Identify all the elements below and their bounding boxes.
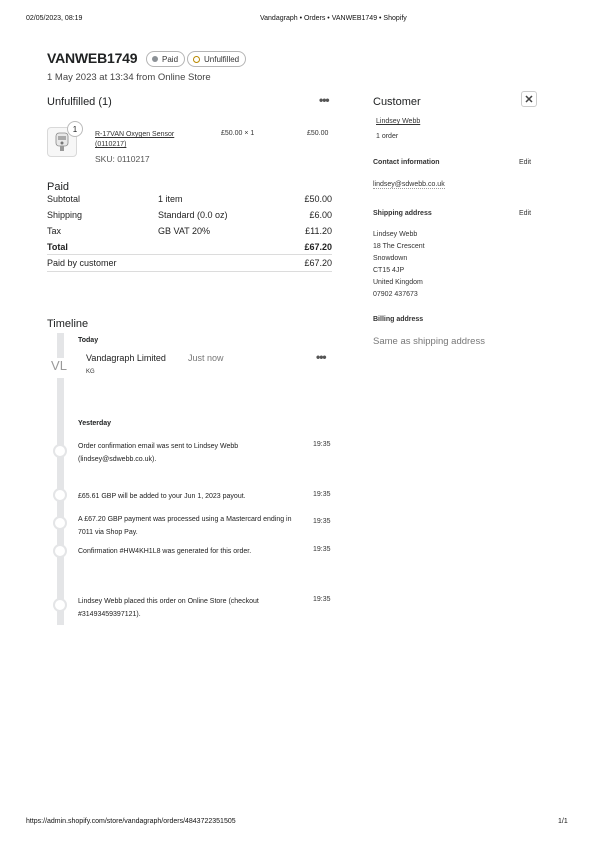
close-icon[interactable]: ✕: [521, 91, 537, 107]
print-page-title: Vandagraph • Orders • VANWEB1749 • Shopify: [260, 15, 407, 22]
product-line-total: £50.00: [307, 130, 329, 137]
payment-total-row: [47, 242, 332, 252]
payment-row-desc: Standard (0.0 oz): [158, 210, 228, 220]
status-dot-icon: [152, 56, 158, 62]
comment-time: Just now: [188, 353, 224, 363]
timeline-dot: [53, 488, 67, 502]
comment-more-icon[interactable]: •••: [316, 350, 326, 364]
comment-author: Vandagraph Limited: [86, 353, 166, 363]
order-subtitle: 1 May 2023 at 13:34 from Online Store: [47, 72, 211, 83]
payment-status-badge: [146, 51, 185, 67]
payment-row-label: Shipping: [47, 210, 83, 220]
timeline-event-time: 19:35: [313, 441, 331, 448]
timeline-dot: [53, 598, 67, 612]
timeline-event: £65.61 GBP will be added to your Jun 1, 2023 payout.: [78, 493, 246, 500]
timeline-title: Timeline: [47, 318, 89, 330]
timeline-event-time: 19:35: [313, 546, 331, 553]
timeline-event-time: 19:35: [313, 596, 331, 603]
comment-text: KG: [86, 369, 95, 375]
timeline-today-label: Today: [78, 337, 99, 344]
timeline-event: A £67.20 GBP payment was processed using a Mastercard ending in 7011 via Shop Pay.: [78, 516, 292, 536]
timeline-dot: [53, 544, 67, 558]
timeline-event: Order confirmation email was sent to Lindsey Webb (lindsey@sdwebb.co.uk).: [78, 443, 239, 463]
comment-avatar: VL: [47, 358, 71, 378]
timeline-dot: [53, 516, 67, 530]
customer-title: Customer: [373, 96, 421, 108]
divider: [47, 254, 332, 255]
customer-order-count: 1 order: [376, 133, 399, 140]
payment-row-label: Tax: [47, 226, 62, 236]
payment-title: Paid: [47, 181, 70, 193]
payment-row-tax: [47, 226, 332, 236]
order-title: VANWEB1749: [47, 50, 138, 66]
quantity-badge: 1: [67, 121, 83, 137]
payment-row-desc: GB VAT 20%: [158, 226, 211, 236]
timeline-event: Confirmation #HW4KH1L8 was generated for this order.: [78, 548, 252, 555]
shipping-address: [373, 229, 425, 301]
address-line: Lindsey Webb: [373, 231, 418, 238]
timeline-event: Lindsey Webb placed this order on Online Store (checkout #31493459397121).: [78, 598, 259, 618]
payment-row-amount: £6.00: [309, 210, 332, 220]
payment-paid-amount: £67.20: [304, 258, 332, 268]
contact-info-label: Contact information: [373, 159, 440, 166]
billing-address-label: Billing address: [373, 316, 424, 323]
address-line: 18 The Crescent: [373, 243, 425, 250]
product-link[interactable]: R-17VAN Oxygen Sensor (0110217): [95, 131, 175, 148]
timeline-yesterday-label: Yesterday: [78, 420, 112, 427]
payment-paid-row: [47, 258, 332, 268]
fulfillment-status-badge: [187, 51, 246, 67]
print-page-count: 1/1: [558, 818, 568, 825]
payment-paid-label: Paid by customer: [47, 258, 117, 268]
payment-row-subtotal: [47, 194, 332, 204]
print-datetime: 02/05/2023, 08:19: [26, 15, 83, 22]
address-line: 07902 437673: [373, 291, 418, 298]
payment-row-desc: 1 item: [158, 194, 183, 204]
payment-total-amount: £67.20: [304, 242, 332, 252]
product-unit-price: £50.00 × 1: [221, 130, 255, 137]
unfulfilled-title: Unfulfilled (1): [47, 96, 112, 108]
payment-row-amount: £50.00: [304, 194, 332, 204]
unfulfilled-more-icon[interactable]: •••: [319, 93, 329, 107]
shipping-address-label: Shipping address: [373, 210, 432, 217]
payment-row-amount: £11.20: [305, 226, 332, 236]
payment-row-label: Subtotal: [47, 194, 81, 204]
customer-email-link[interactable]: lindsey@sdwebb.co.uk: [373, 181, 445, 188]
print-url: https://admin.shopify.com/store/vandagraph/orders/4843722351505: [26, 818, 236, 825]
payment-total-label: Total: [47, 242, 68, 252]
billing-address-text: Same as shipping address: [373, 336, 485, 347]
contact-edit-link[interactable]: Edit: [519, 159, 532, 166]
timeline-event-time: 19:35: [313, 491, 331, 498]
divider: [47, 271, 332, 272]
customer-name-link[interactable]: Lindsey Webb: [376, 118, 421, 125]
address-line: Snowdown: [373, 255, 408, 262]
payment-row-shipping: [47, 210, 332, 220]
timeline-dot: [53, 444, 67, 458]
status-ring-icon: [193, 56, 200, 63]
payment-status-label: Paid: [162, 54, 179, 64]
fulfillment-status-label: Unfulfilled: [204, 54, 240, 64]
shipping-edit-link[interactable]: Edit: [519, 210, 532, 217]
timeline-event-time: 19:35: [313, 518, 331, 525]
address-line: CT15 4JP: [373, 267, 405, 274]
product-sku: SKU: 0110217: [95, 154, 150, 164]
address-line: United Kingdom: [373, 279, 423, 286]
